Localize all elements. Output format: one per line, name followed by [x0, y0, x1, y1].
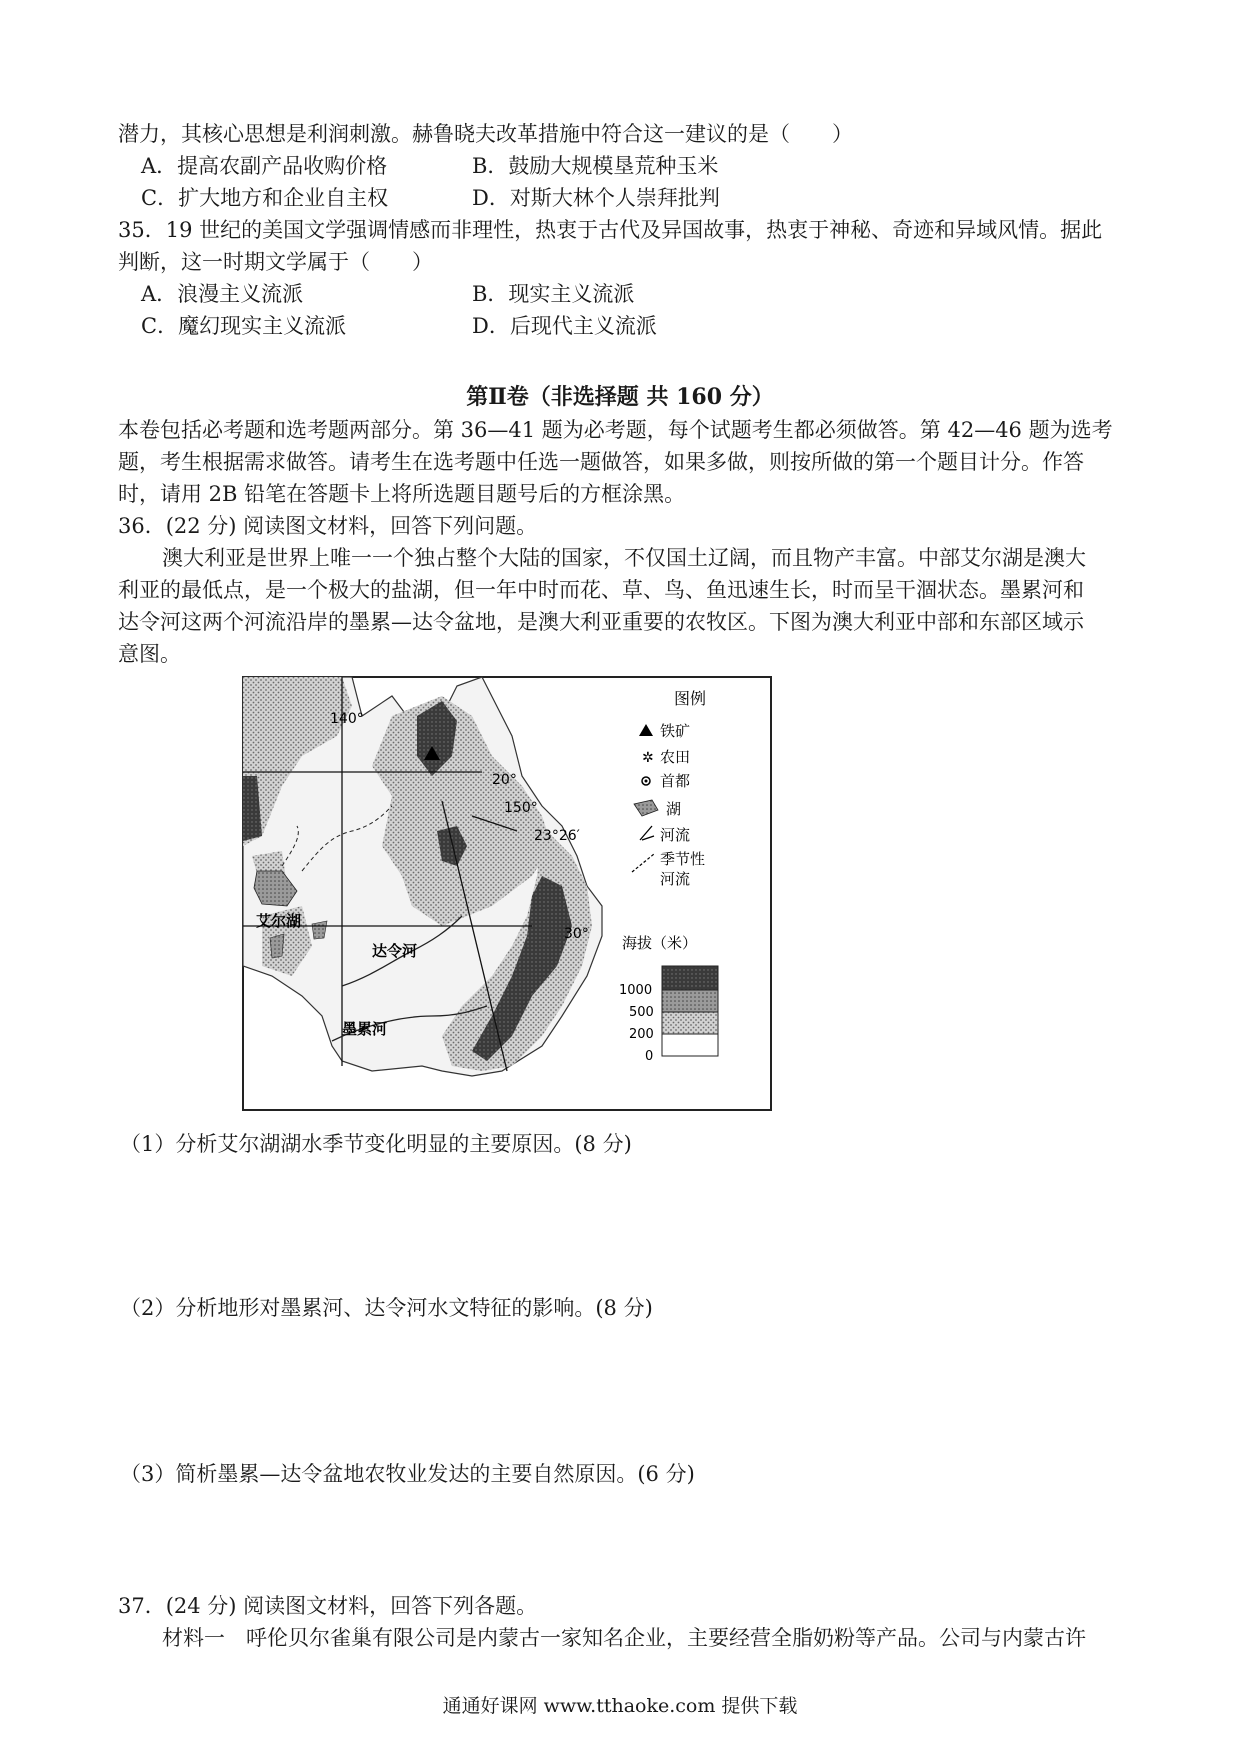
lon-140-label: 140°: [330, 711, 364, 727]
lat-20-label: 20°: [492, 772, 517, 788]
q36-material-line4: 意图。: [118, 642, 181, 666]
q37-header: 37．(24 分) 阅读图文材料，回答下列各题。: [118, 1594, 538, 1618]
legend-river: 河流: [660, 826, 691, 844]
q35-option-b: B．现实主义流派: [472, 282, 635, 306]
legend-farmland: 农田: [660, 748, 691, 766]
section-intro-line3: 时，请用 2B 铅笔在答题卡上将所选题目题号后的方框涂黑。: [118, 482, 686, 506]
legend-seasonal: 季节性: [660, 850, 706, 868]
q35-stem-line1: 35．19 世纪的美国文学强调情感而非理性，热衷于古代及异国故事，热衷于神秘、奇迹和异域风情。据此: [118, 218, 1103, 242]
q34-option-d: D．对斯大林个人崇拜批判: [472, 186, 720, 210]
q36-sub3: （3）简析墨累—达令盆地农牧业发达的主要自然原因。(6 分): [120, 1462, 695, 1486]
elev-0: 0: [645, 1049, 654, 1064]
darling-river-label: 达令河: [372, 942, 418, 960]
q35-option-c: C．魔幻现实主义流派: [141, 314, 347, 338]
legend-title: 图例: [674, 689, 707, 708]
section-title: 第Ⅱ卷（非选择题 共 160 分）: [466, 384, 774, 410]
q36-header: 36．(22 分) 阅读图文材料，回答下列问题。: [118, 514, 538, 538]
legend-capital: 首都: [660, 772, 691, 790]
australia-map-figure: [242, 676, 772, 1111]
elevation-title: 海拔（米）: [622, 934, 698, 952]
q36-sub2: （2）分析地形对墨累河、达令河水文特征的影响。(8 分): [120, 1296, 653, 1320]
lat-30-label: 30°: [564, 926, 589, 942]
q34-option-a: A．提高农副产品收购价格: [141, 154, 388, 178]
q37-material-line1: 材料一 呼伦贝尔雀巢有限公司是内蒙古一家知名企业，主要经营全脂奶粉等产品。公司与内蒙古许: [162, 1626, 1086, 1650]
page-footer: 通通好课网 www.tthaoke.com 提供下载: [442, 1695, 798, 1717]
q36-material-line3: 达令河这两个河流沿岸的墨累—达令盆地，是澳大利亚重要的农牧区。下图为澳大利亚中部和东部区域示: [118, 610, 1084, 634]
svg-text:✲: ✲: [642, 750, 654, 766]
q35-option-d: D．后现代主义流派: [472, 314, 657, 338]
q34-option-b: B．鼓励大规模垦荒种玉米: [472, 154, 719, 178]
lake-eyre-label: 艾尔湖: [256, 912, 302, 930]
legend-iron-ore: 铁矿: [660, 722, 691, 740]
lon-150-label: 150°: [504, 800, 538, 816]
murray-river-label: 墨累河: [342, 1020, 388, 1038]
legend-lake: 湖: [666, 800, 682, 818]
lat-23-label: 23°26′: [534, 828, 580, 844]
legend-seasonal-river: 河流: [660, 870, 691, 888]
q36-material-line2: 利亚的最低点，是一个极大的盐湖，但一年中时而花、草、鸟、鱼迅速生长，时而呈干涸状态。墨累河和: [118, 578, 1084, 602]
q36-material-line1: 澳大利亚是世界上唯一一个独占整个大陆的国家，不仅国土辽阔，而且物产丰富。中部艾尔湖是澳大: [162, 546, 1086, 570]
elev-1000: 1000: [619, 983, 653, 998]
section-intro-line1: 本卷包括必考题和选考题两部分。第 36—41 题为必考题，每个试题考生都必须做答。第 42—46 题为选考: [118, 418, 1113, 442]
section-intro-line2: 题，考生根据需求做答。请考生在选考题中任选一题做答，如果多做，则按所做的第一个题目计分。作答: [118, 450, 1084, 474]
elev-500: 500: [629, 1005, 654, 1020]
q34-continuation: 潜力，其核心思想是利润刺激。赫鲁晓夫改革措施中符合这一建议的是（ ）: [118, 122, 853, 146]
q36-sub1: （1）分析艾尔湖湖水季节变化明显的主要原因。(8 分): [120, 1132, 632, 1156]
q35-option-a: A．浪漫主义流派: [141, 282, 304, 306]
q35-stem-line2: 判断，这一时期文学属于（ ）: [118, 250, 433, 274]
elev-200: 200: [629, 1027, 654, 1042]
q34-option-c: C．扩大地方和企业自主权: [141, 186, 389, 210]
